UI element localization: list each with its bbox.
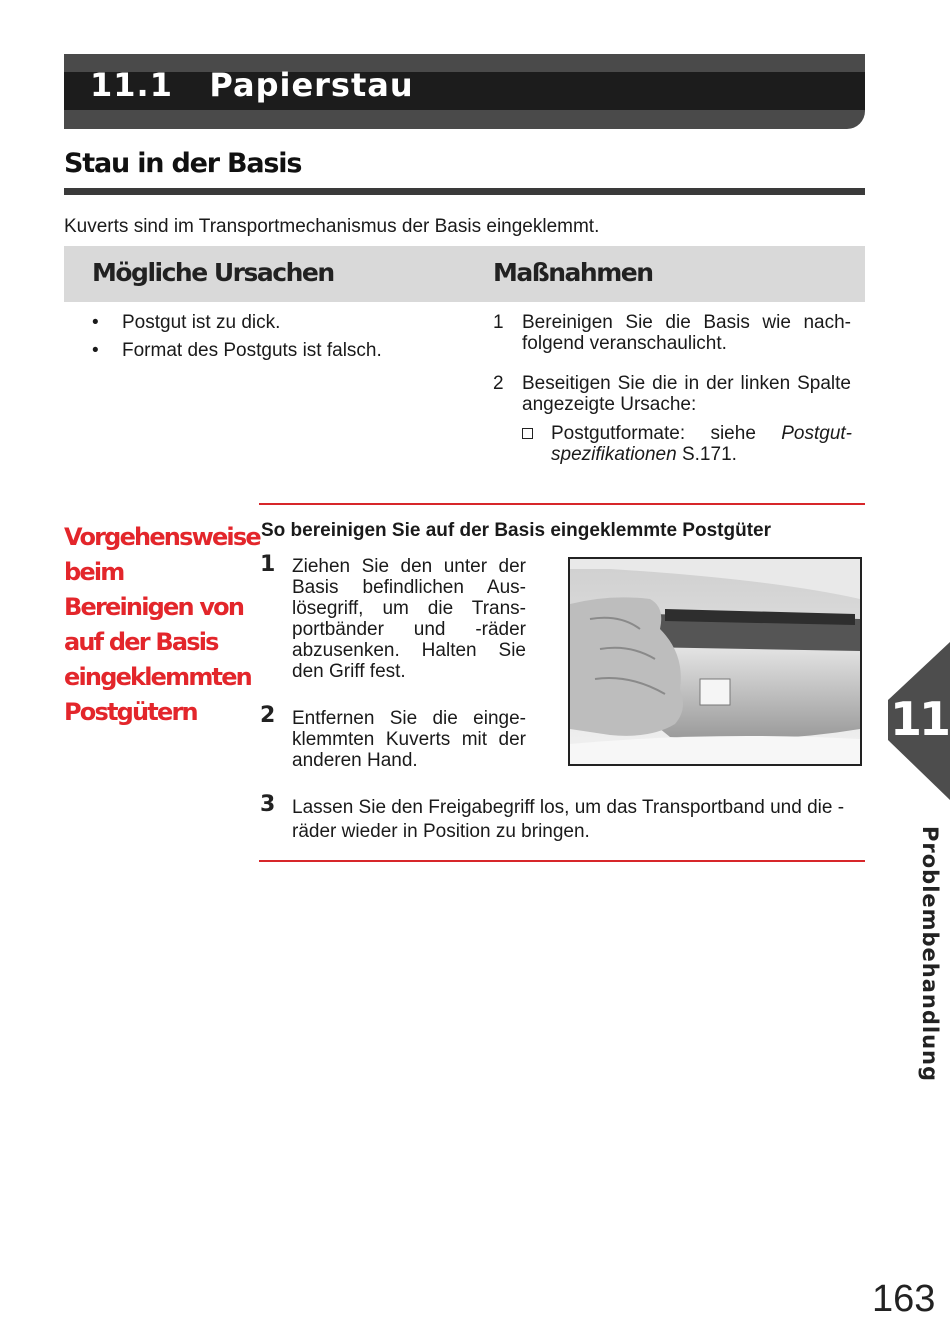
measure-number: 2: [493, 373, 504, 394]
intro-text: Kuverts sind im Transportmechanismus der Basis eingeklemmt.: [64, 216, 600, 237]
bullet: •: [92, 312, 99, 333]
cause-text: Format des Postguts ist falsch.: [122, 340, 382, 361]
col-header-measures: Maßnahmen: [493, 258, 653, 287]
page-number: 163: [872, 1278, 936, 1320]
measure-number: 1: [493, 312, 504, 333]
chapter-title: 11.1 Papierstau: [90, 66, 414, 104]
section-rule: [64, 188, 865, 195]
checkbox-square-icon: [522, 428, 533, 439]
base-release-lever-photo: [568, 557, 862, 766]
step-text: Entfernen Sie die einge-klemmten Kuverts mit der anderen Hand.: [292, 708, 526, 771]
measure-text: Beseitigen Sie die in der linken Spalte angezeigte Ursache:: [522, 373, 851, 415]
cause-text: Postgut ist zu dick.: [122, 312, 281, 333]
step-text: Lassen Sie den Freigabegriff los, um das Transportband und die -räder wieder in Position zu bringen.: [292, 797, 845, 842]
chapter-banner: [64, 54, 865, 129]
bullet: •: [92, 340, 99, 361]
measure-sub-text: Postgutformate: siehe Postgut-spezifikationen S.171.: [551, 423, 852, 465]
divider-bottom: [259, 860, 865, 862]
hand-pulling-lever-illustration: [570, 559, 860, 764]
cross-reference: Postgut-spezifikationen: [551, 423, 852, 465]
chapter-tab-number: 11: [889, 692, 948, 746]
procedure-side-heading: Vorgehensweise beim Bereinigen von auf der Basis eingeklemmten Postgütern: [64, 523, 260, 726]
procedure-title: So bereinigen Sie auf der Basis eingeklemmte Postgüter: [261, 520, 771, 541]
col-header-causes: Mögliche Ursachen: [92, 258, 334, 287]
section-title: Stau in der Basis: [64, 148, 302, 179]
step-number: 1: [260, 552, 276, 577]
step-number: 3: [260, 792, 276, 817]
measure-text: Bereinigen Sie die Basis wie nach-folgend veranschaulicht.: [522, 312, 851, 354]
step-text: Ziehen Sie den unter der Basis befindlichen Aus-lösegriff, um die Trans-portbänder und -räder abzusenken. Halten Sie den Griff fest.: [292, 556, 526, 682]
divider-top: [259, 503, 865, 505]
chapter-side-label: Problembehandlung: [918, 826, 942, 1083]
step-number: 2: [260, 703, 276, 728]
